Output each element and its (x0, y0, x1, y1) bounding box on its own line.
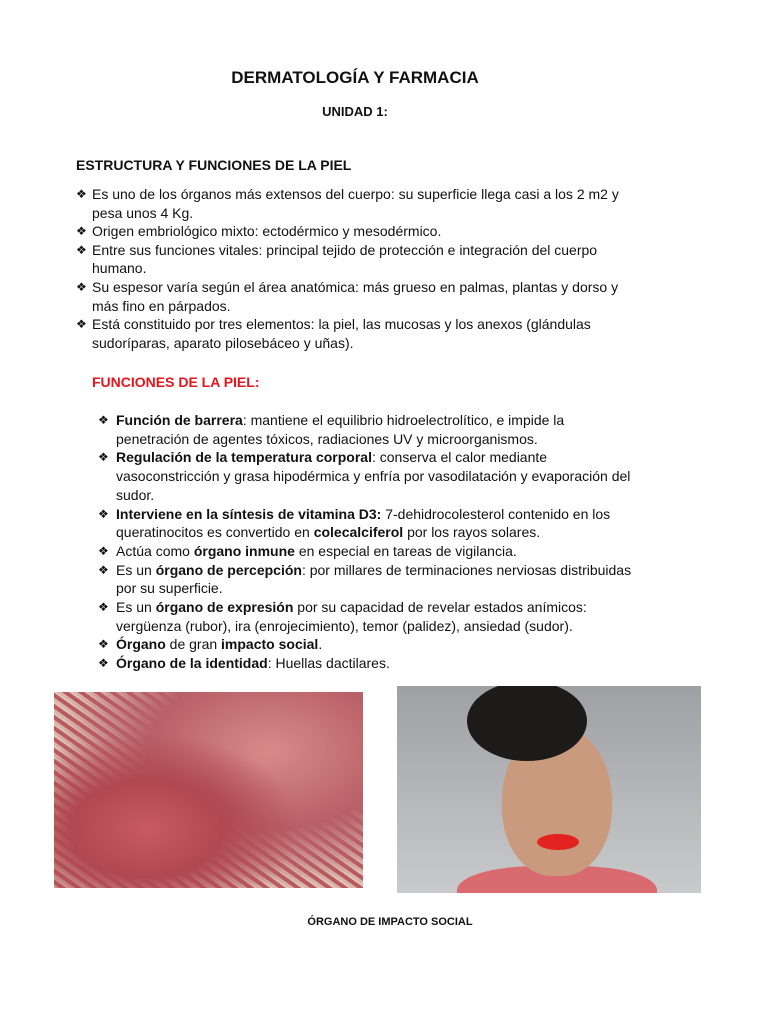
list-item (76, 315, 636, 352)
text: Actúa como (116, 542, 194, 559)
text: : por millares de terminaciones nerviosas distribuidas por su superficie. (116, 561, 632, 597)
section-heading-structure: ESTRUCTURA Y FUNCIONES DE LA PIEL (76, 157, 352, 173)
text: : conserva el calor mediante vasoconstricción y grasa hipodérmica y enfría por vasodilatación y evaporación del sudor. (116, 449, 631, 503)
bold-text: impacto social (221, 636, 319, 653)
list-item-text: Entre sus funciones vitales: principal tejido de protección e integración del cuerpo humano. (92, 241, 598, 277)
diamond-bullet-icon: ❖ (76, 187, 87, 201)
diamond-bullet-icon: ❖ (98, 637, 109, 652)
text: . (318, 636, 323, 653)
list-item (76, 222, 636, 241)
bold-text: Interviene en la síntesis de vitamina D3: (116, 505, 382, 522)
diamond-bullet-icon: ❖ (98, 656, 109, 671)
diamond-bullet-icon: ❖ (76, 242, 87, 257)
functions-list (98, 411, 638, 673)
list-item (98, 505, 638, 542)
bold-text: colecalciferol (313, 524, 404, 541)
bold-text: Función de barrera (116, 412, 243, 428)
bold-text: Órgano (116, 636, 166, 653)
text: por los rayos solares. (403, 524, 541, 541)
diamond-bullet-icon: ❖ (98, 413, 109, 427)
text: : mantiene el equilibrio hidroelectrolítico, e impide la penetración de agentes tóxicos, radiaciones UV y microorganismos. (116, 412, 565, 447)
list-item (98, 542, 638, 561)
list-item (98, 654, 638, 673)
bold-text: Regulación de la temperatura corporal (116, 449, 372, 466)
diamond-bullet-icon: ❖ (98, 450, 109, 465)
skin-disease-photo (54, 692, 363, 888)
unit-heading: UNIDAD 1: (322, 104, 388, 119)
list-item-text: Su espesor varía según el área anatómica: más grueso en palmas, plantas y dorso y más fino en párpados. (92, 278, 619, 314)
bold-text: Órgano de la identidad (116, 655, 268, 672)
image-caption: ÓRGANO DE IMPACTO SOCIAL (307, 916, 473, 928)
text: : Huellas dactilares. (267, 655, 390, 672)
bold-text: órgano inmune (193, 542, 295, 559)
text: por su capacidad de revelar estados anímicos: vergüenza (rubor), ira (enrojecimiento), temor (palidez), ansiedad (sudor). (116, 599, 587, 634)
list-item (76, 241, 636, 278)
diamond-bullet-icon: ❖ (76, 317, 87, 332)
diamond-bullet-icon: ❖ (98, 543, 109, 558)
text: 7-dehidrocolesterol contenido en los queratinocitos es convertido en (116, 505, 611, 541)
bold-text: órgano de percepción (155, 561, 302, 578)
list-item-text: Origen embriológico mixto: ectodérmico y mesodérmico. (92, 223, 442, 240)
diamond-bullet-icon: ❖ (98, 600, 109, 615)
document-title: DERMATOLOGÍA Y FARMACIA (231, 68, 479, 87)
text: en especial en tareas de vigilancia. (294, 542, 517, 559)
section-heading-functions: FUNCIONES DE LA PIEL: (92, 374, 260, 390)
list-item (76, 278, 636, 315)
diamond-bullet-icon: ❖ (98, 506, 109, 521)
list-item (98, 561, 638, 598)
bold-text: órgano de expresión (155, 599, 294, 616)
diamond-bullet-icon: ❖ (76, 224, 87, 239)
text: Es un (116, 599, 156, 616)
list-item-text: Es uno de los órganos más extensos del cuerpo: su superficie llega casi a los 2 m2 y pesa unos 4 Kg. (92, 186, 619, 221)
text: Es un (116, 561, 156, 578)
text: de gran (165, 636, 222, 653)
list-item (98, 411, 638, 448)
list-item (98, 598, 638, 635)
diamond-bullet-icon: ❖ (76, 279, 87, 294)
diamond-bullet-icon: ❖ (98, 562, 109, 577)
list-item-text: Está constituido por tres elementos: la piel, las mucosas y los anexos (glándulas sudoríparas, aparato pilosebáceo y uñas). (92, 316, 591, 351)
structure-list (76, 185, 636, 352)
list-item (76, 185, 636, 222)
vitiligo-portrait-photo (397, 686, 701, 893)
list-item (98, 635, 638, 654)
list-item (98, 448, 638, 504)
